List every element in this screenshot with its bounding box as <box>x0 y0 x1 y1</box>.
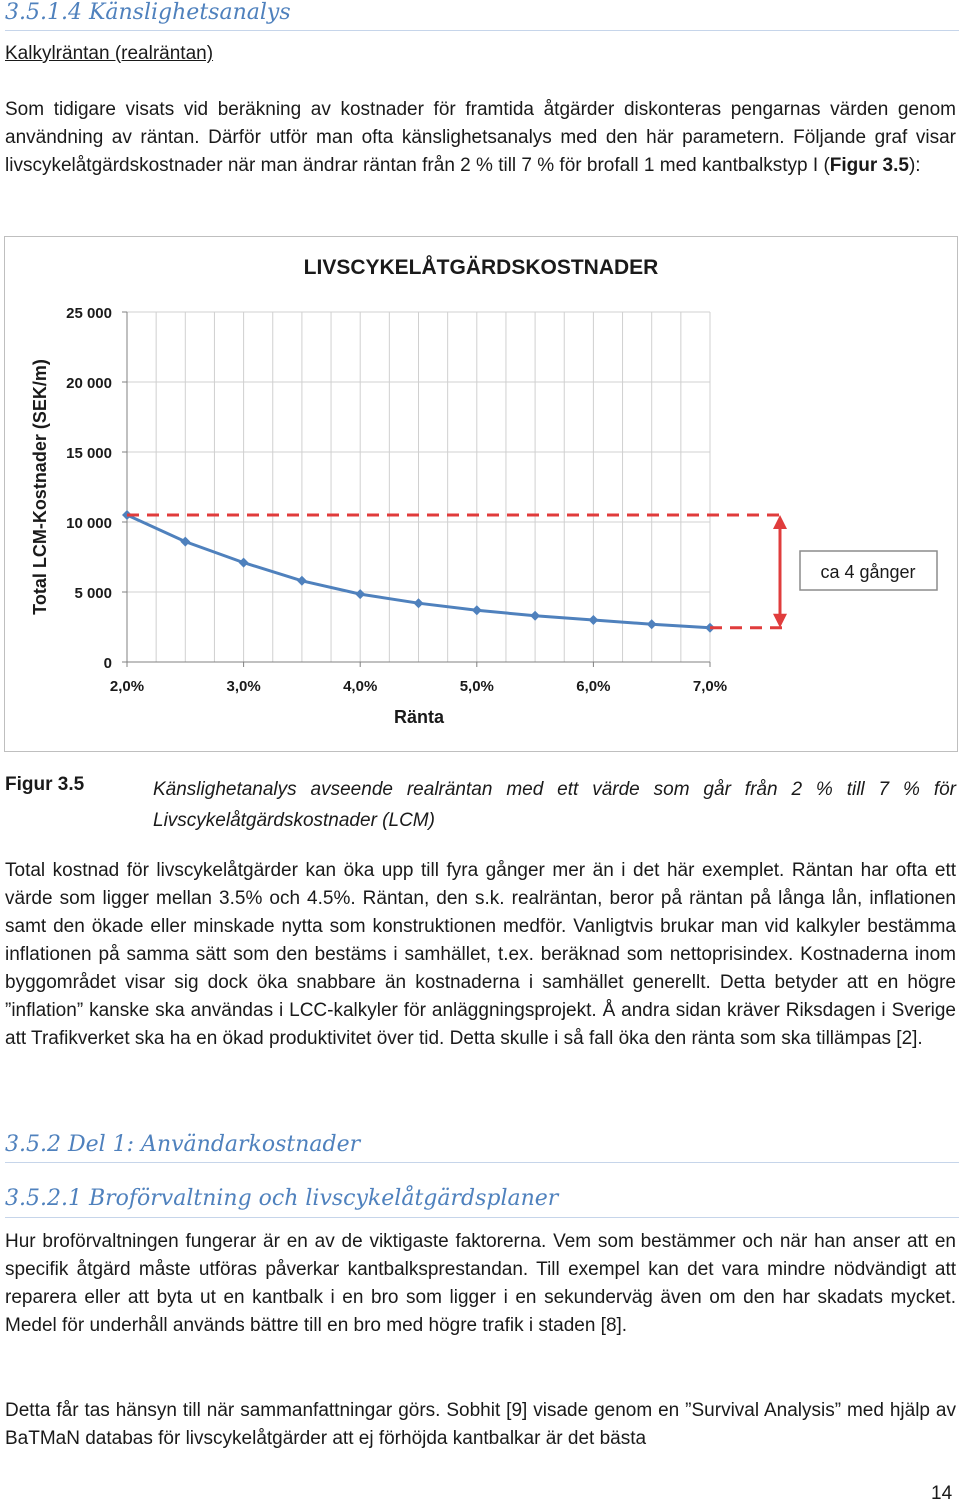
figure-reference: Figur 3.5 <box>829 155 909 176</box>
x-tick-label: 5,0% <box>459 678 494 695</box>
x-tick-label: 7,0% <box>692 678 728 695</box>
data-point <box>530 611 540 621</box>
ratio-arrow-head-up <box>773 515 787 529</box>
x-tick-label: 3,0% <box>226 678 261 695</box>
data-point <box>239 558 249 568</box>
data-point <box>414 598 424 608</box>
y-tick-label: 20 000 <box>66 375 112 392</box>
y-tick-label: 25 000 <box>66 305 112 322</box>
y-tick-label: 10 000 <box>66 515 112 532</box>
chart-title: LIVSCYKELÅTGÄRDSKOSTNADER <box>303 256 659 279</box>
x-tick-label: 6,0% <box>576 678 611 695</box>
data-point <box>180 537 190 547</box>
paragraph-bridge-management: Hur broförvaltningen fungerar är en av de viktigaste faktorerna. Vem som bestämmer och när han anser att en specifik åtgärd måste utföras påverkar kantbalksprestandan. Till exempel kan det vara mindre nödvändigt att reparera eller att byta ut en kantbalk i en bro som ligger i en sekunderväg även om den har skadats mycket. Medel för underhåll används bättre till en bro med högre trafik i staden [8]. <box>5 1231 956 1336</box>
caption-label: Figur 3.5 <box>5 774 85 795</box>
paragraph-total-cost: Total kostnad för livscykelåtgärder kan öka upp till fyra gånger mer än i det här exemplet. Räntan har ofta ett värde som ligger mellan 3.5% och 4.5%. Räntan, den s.k. realräntan, beror på räntan på långa lån, inflationen samt den ökade eller minskade nytta som konstruktionen medför. Vanligtvis brukar man vid kalkyler bestämma inflationen på samma sätt som den bestäms i samhället, t.ex. beräknad som nettoprisindex. Kostnaderna inom byggområdet visar sig dock öka snabbare än kostnaderna i samhället generellt. Detta betyder att en högre ”inflation” kanske ska användas i LCC-kalkyler för anläggningsprojekt. Å andra sidan kräver Riksdagen i Sverige att Trafikverket ska ha en ökad produktivitet över tid. Detta skulle i så fall öka den ränta som ska tillämpas [2]. <box>5 860 956 1049</box>
heading-rule <box>5 1217 959 1218</box>
page-number: 14 <box>931 1483 953 1504</box>
data-point <box>297 576 307 586</box>
y-tick-label: 5 000 <box>74 585 112 602</box>
lcm-cost-chart <box>5 237 957 751</box>
caption-text: Känslighetanalys avseende realräntan med ett värde som går från 2 % till 7 % för Livscykelåtgärdskostnader (LCM) <box>153 779 956 831</box>
section-heading-3-5-2: 3.5.2 Del 1: Användarkostnader <box>5 1132 361 1157</box>
paragraph-survival-analysis: Detta får tas hänsyn till när sammanfattningar görs. Sobhit [9] visade genom en ”Survival Analysis” med hjälp av BaTMaN databas för livscykelåtgärder att ej förhöjda kantbalkar är det bästa <box>5 1400 956 1449</box>
x-tick-label: 4,0% <box>343 678 378 695</box>
annotation-label: ca 4 gånger <box>820 562 916 582</box>
x-tick-label: 2,0% <box>109 678 145 695</box>
y-axis-title: Total LCM-Kostnader (SEK/m) <box>30 359 50 615</box>
heading-rule <box>5 1162 959 1163</box>
paragraph-intro <box>5 96 956 180</box>
ratio-arrow-head-down <box>773 614 787 628</box>
data-point <box>588 615 598 625</box>
y-tick-label: 15 000 <box>66 445 112 462</box>
heading-rule <box>5 30 959 31</box>
paragraph-intro-tail: ): <box>908 155 921 176</box>
section-heading-3-5-1-4: 3.5.1.4 Känslighetsanalys <box>5 0 291 25</box>
data-point <box>472 605 482 615</box>
data-point <box>355 589 365 599</box>
paragraph-intro-lead: Som tidigare visats vid beräkning av kostnader för framtida åtgärder diskonteras pengarnas värden genom användning av räntan. Därför utför man ofta känslighetsanalys med den här parametern. Följande graf visar livscykelåtgärdskostnader när man ändrar räntan från 2 % till 7 % för brofall 1 med kantbalkstyp I ( <box>5 99 956 176</box>
subheading-kalkylrantan: Kalkylräntan (realräntan) <box>5 43 214 64</box>
section-heading-3-5-2-1: 3.5.2.1 Broförvaltning och livscykelåtgärdsplaner <box>5 1186 559 1211</box>
data-point <box>647 619 657 629</box>
chart-figure <box>4 236 958 752</box>
x-axis-title: Ränta <box>393 707 445 727</box>
y-tick-label: 0 <box>103 655 112 672</box>
